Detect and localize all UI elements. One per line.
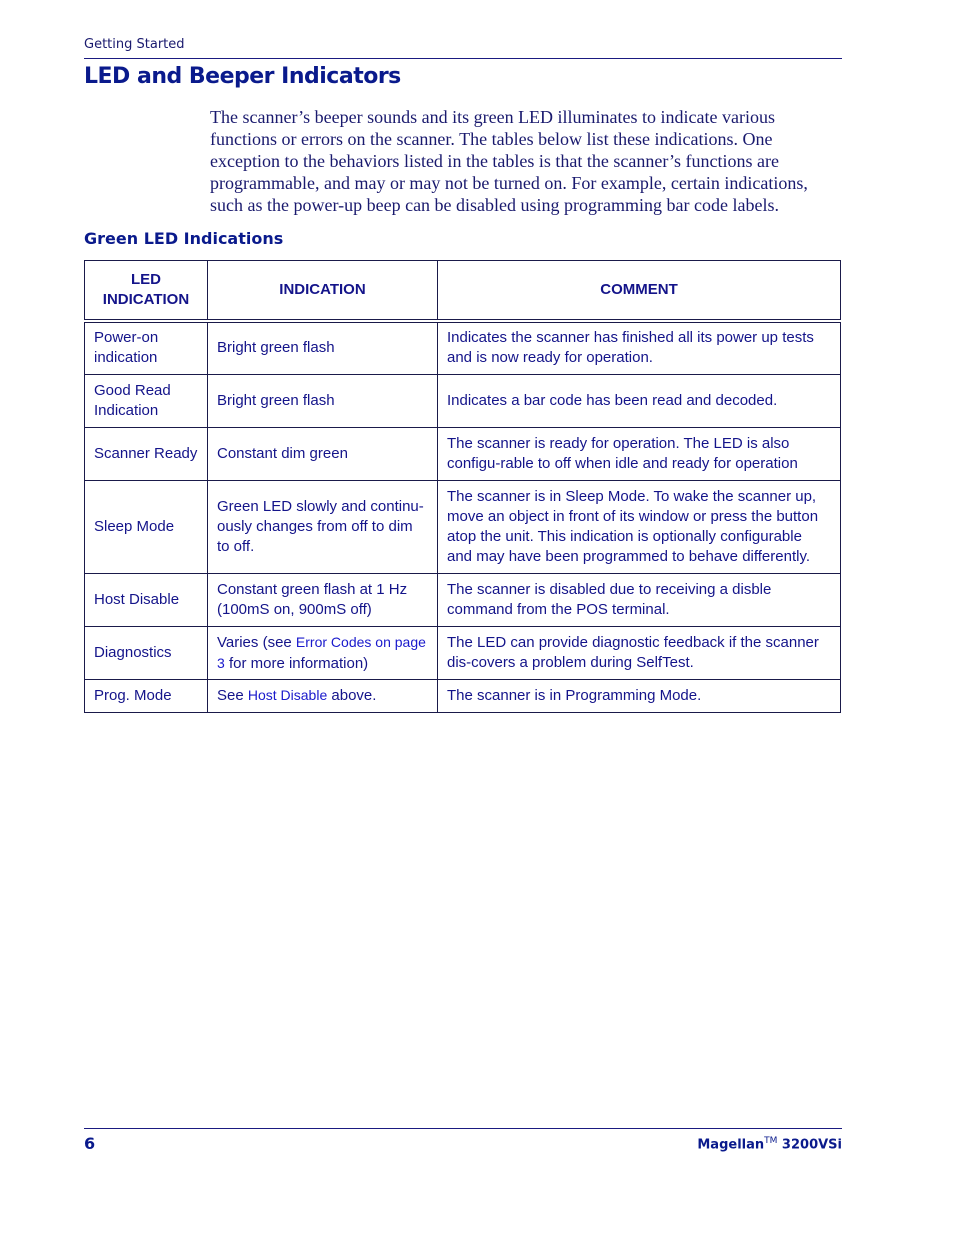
table-header-row bbox=[85, 261, 841, 322]
cell-indication: Bright green flash bbox=[208, 374, 438, 427]
table-row bbox=[85, 626, 841, 679]
header-comment: COMMENT bbox=[438, 261, 841, 322]
table-row bbox=[85, 679, 841, 712]
cell-led: Scanner Ready bbox=[85, 427, 208, 480]
host-disable-link[interactable]: Host Disable bbox=[247, 687, 328, 703]
header-indication: INDICATION bbox=[208, 261, 438, 322]
table-row bbox=[85, 480, 841, 573]
table-row bbox=[85, 374, 841, 427]
product-name: Magellan™ 3200VSi bbox=[697, 1136, 842, 1153]
table-row bbox=[85, 321, 841, 374]
cell-led: Good Read Indication bbox=[85, 374, 208, 427]
section-title: Green LED Indications bbox=[84, 229, 284, 248]
intro-paragraph: The scanner’s beeper sounds and its green LED illuminates to indicate various functions or errors on the scanner. The tables below list these indications. One exception to the behaviors listed in the tables is that the scanner’s functions are programmable, and may or may not be turned on. For example, certain indications, such as the power-up beep can be disabled using programming bar code labels. bbox=[210, 107, 808, 215]
page-title: LED and Beeper Indicators bbox=[84, 64, 401, 89]
cell-comment: The LED can provide diagnostic feedback if the scanner dis-covers a problem during SelfTest. bbox=[438, 626, 841, 679]
header-led-indication: LED INDICATION bbox=[85, 261, 208, 322]
cell-comment: Indicates a bar code has been read and decoded. bbox=[438, 374, 841, 427]
cell-comment: The scanner is disabled due to receiving a disble command from the POS terminal. bbox=[438, 573, 841, 626]
footer-rule bbox=[84, 1128, 842, 1129]
cell-led: Sleep Mode bbox=[85, 480, 208, 573]
header-rule bbox=[84, 58, 842, 59]
cell-comment: Indicates the scanner has finished all its power up tests and is now ready for operation. bbox=[438, 321, 841, 374]
cell-led: Host Disable bbox=[85, 573, 208, 626]
cell-led: Power-on indication bbox=[85, 321, 208, 374]
cell-led: Diagnostics bbox=[85, 626, 208, 679]
table-row bbox=[85, 427, 841, 480]
green-led-table bbox=[84, 260, 841, 713]
error-codes-link[interactable]: Error Codes on page 3 bbox=[217, 633, 426, 671]
cell-indication: Varies (see Error Codes on page 3 for more information) bbox=[208, 626, 438, 679]
cell-indication: Green LED slowly and continu-ously changes from off to dim to off. bbox=[208, 480, 438, 573]
cell-led: Prog. Mode bbox=[85, 679, 208, 712]
running-head: Getting Started bbox=[84, 37, 185, 52]
cell-comment: The scanner is in Programming Mode. bbox=[438, 679, 841, 712]
cell-indication: Constant green flash at 1 Hz (100mS on, 900mS off) bbox=[208, 573, 438, 626]
trademark-symbol: TM bbox=[764, 1136, 778, 1146]
table-row bbox=[85, 573, 841, 626]
cell-comment: The scanner is ready for operation. The LED is also configu-rable to off when idle and ready for operation bbox=[438, 427, 841, 480]
cell-indication: Constant dim green bbox=[208, 427, 438, 480]
cell-indication: See Host Disable above. bbox=[208, 679, 438, 712]
cell-comment: The scanner is in Sleep Mode. To wake the scanner up, move an object in front of its window or press the button atop the unit. This indication is optionally configurable and may have been programmed to behave differently. bbox=[438, 480, 841, 573]
cell-indication: Bright green flash bbox=[208, 321, 438, 374]
page-number: 6 bbox=[84, 1134, 96, 1153]
